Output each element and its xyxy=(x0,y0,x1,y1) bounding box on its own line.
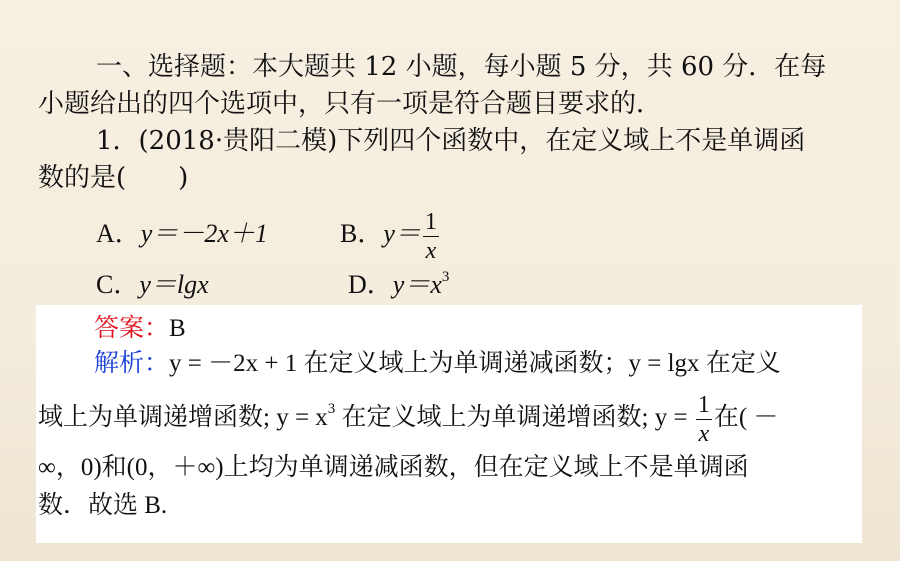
option-a-expr: y＝－2x＋1 xyxy=(140,219,268,248)
option-d-exponent: 3 xyxy=(441,269,450,285)
analysis-line-1 xyxy=(94,347,781,381)
intro-line-2: 小题给出的四个选项中，只有一项是符合题目要求的． xyxy=(38,89,663,119)
answer-panel xyxy=(36,305,862,543)
option-b-lhs: y＝ xyxy=(383,219,421,248)
question-stem-line-1: 1．(2018·贵阳二模)下列四个函数中，在定义域上不是单调函 xyxy=(96,126,806,156)
fraction-denominator: x xyxy=(425,237,437,264)
option-c-label: C． xyxy=(96,270,140,299)
answer-line xyxy=(94,311,186,346)
option-a xyxy=(96,217,268,251)
analysis-exponent: 3 xyxy=(327,401,336,417)
fraction-numerator: 1 xyxy=(424,208,437,235)
option-c-expr: y＝lgx xyxy=(139,270,209,299)
analysis-line-2 xyxy=(38,389,778,447)
option-d-label: D． xyxy=(348,270,393,299)
analysis-line-4: 数．故选 B. xyxy=(38,492,168,519)
analysis-label: 解析： xyxy=(94,350,170,377)
option-d-base: y＝x xyxy=(392,270,442,299)
analysis-text-2b: 在定义域上为单调递增函数; y = xyxy=(335,404,694,431)
option-c xyxy=(96,268,209,302)
option-b-fraction xyxy=(423,210,439,263)
option-a-label: A． xyxy=(96,219,141,248)
option-b-label: B． xyxy=(340,219,384,248)
answer-value: B xyxy=(169,315,186,342)
analysis-text-2c: 在( － xyxy=(713,404,779,431)
analysis-text-2a: 域上为单调递增函数; y = x xyxy=(38,404,328,431)
analysis-line-3: ∞，0)和(0，＋∞)上均为单调递减函数，但在定义域上不是单调函 xyxy=(38,454,749,481)
analysis-fraction-numerator: 1 xyxy=(697,391,710,418)
answer-label: 答案： xyxy=(94,313,170,342)
analysis-text-1: y = －2x + 1 在定义域上为单调递减函数；y = lgx 在定义 xyxy=(169,350,781,377)
analysis-fraction xyxy=(696,393,712,446)
question-stem-line-2: 数的是( ) xyxy=(38,163,189,193)
option-d xyxy=(348,268,449,302)
analysis-fraction-denominator: x xyxy=(698,420,710,447)
intro-line-1: 一、选择题：本大题共 12 小题，每小题 5 分，共 60 分．在每 xyxy=(96,52,827,82)
option-b xyxy=(340,204,441,264)
